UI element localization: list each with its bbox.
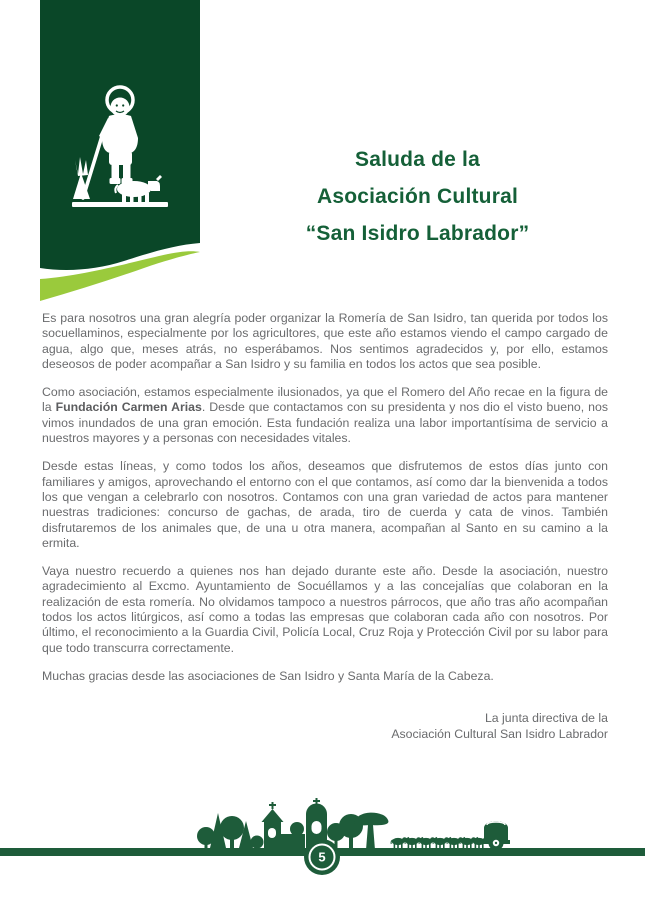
- church-icon: [262, 802, 306, 850]
- signature-block: [42, 711, 608, 742]
- closing-line: Muchas gracias desde las asociaciones de San Isidro y Santa María de la Cabeza.: [42, 668, 494, 683]
- signature-line-2: Asociación Cultural San Isidro Labrador: [391, 726, 608, 741]
- title-line-3: “San Isidro Labrador”: [305, 222, 530, 245]
- trees-icon: [327, 813, 388, 850]
- paragraph: Vaya nuestro recuerdo a quienes nos han dejado durante este año. Desde la asociación, nuestro agradecimiento al Excmo. Ayuntamiento de Socuéllamos y a las concejalías que colaboran en la realización de esta romería. No olvidamos tampoco a nuestros párrocos, que año tras año acompañan todos los actos litúrgicos, así como a todas las empresas que colaboran cada año con nosotros. Por último, el reconocimiento a la Guardia Civil, Policía Local, Cruz Roja y Protección Civil por su labor para que todo transcurra correctamente.: [42, 564, 608, 655]
- page-title: [230, 141, 605, 252]
- signature-line-1: La junta directiva de la: [484, 711, 608, 726]
- covered-wagon-icon: [481, 821, 510, 850]
- trees-icon: [197, 813, 264, 850]
- paragraph: Desde estas líneas, y como todos los años, deseamos que disfrutemos de estos días junto con familiares y amigos, aprovechando el entorno con el que contamos, así como dar la bienvenida a todos los que vengan a celebrarlo con nosotros. Contamos con una gran variedad de actos para mantener nuestras tradiciones: concurso de gachas, de arada, tiro de cuerda y cata de vinos. También disfrutaremos de los animales que, de una u otra manera, acompañan al Santo en su camino a la ermita.: [42, 459, 608, 550]
- letter-body: [42, 311, 608, 742]
- ox-procession-icon: [391, 837, 490, 848]
- body-paragraphs: [42, 311, 608, 656]
- page-number-badge: [304, 839, 340, 875]
- footer-village-scene: [0, 798, 645, 888]
- paragraph: Como asociación, estamos especialmente ilusionados, ya que el Romero del Año recae en la figura de la Fundación Carmen Arias. Desde que contactamos con su presidenta y nos dio el visto bueno, nos vimos inundados de una gran emoción. Esta fundación realiza una labor importantísima de servicio a nuestros mayores y a personas con necesidades vitales.: [42, 385, 608, 446]
- title-line-2: Asociación Cultural: [316, 185, 518, 208]
- association-emblem-banner: [40, 0, 200, 305]
- title-line-1: Saluda de la: [355, 148, 480, 171]
- page-number: 5: [318, 849, 326, 865]
- paragraph: Es para nosotros una gran alegría poder organizar la Romería de San Isidro, tan querida por todos los socuellaminos, especialmente por los agricultores, que este año estamos viendo el campo cargado de agua, algo que, meses atrás, no esperábamos. Nos sentimos agradecidos y, por ello, estamos deseosos de poder acompañar a San Isidro y su familia en todos los actos que sea posible.: [42, 311, 608, 371]
